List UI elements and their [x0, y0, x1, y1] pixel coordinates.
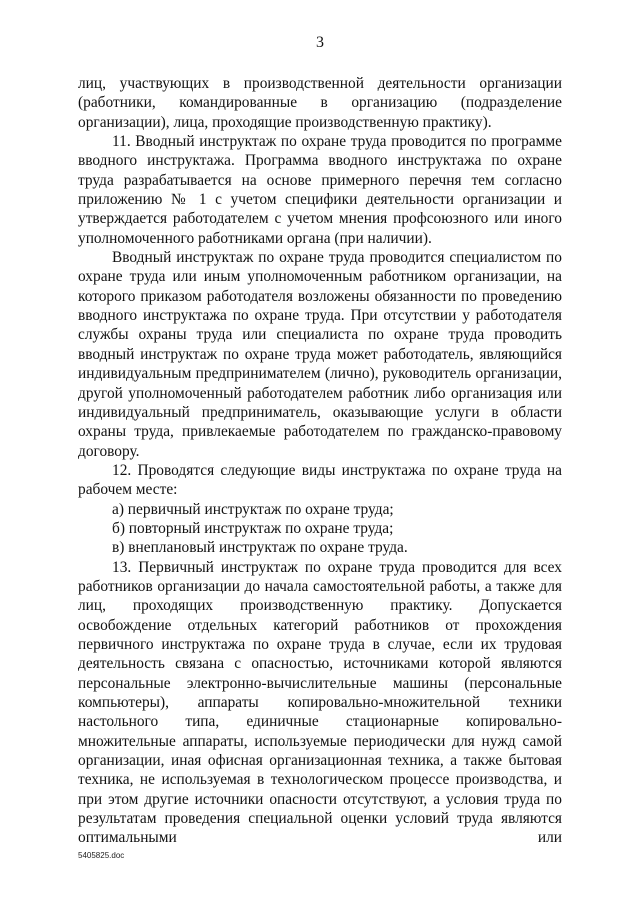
document-body — [78, 74, 562, 848]
list-item-c: в) внеплановый инструктаж по охране труда. — [112, 539, 408, 557]
list-item-b: б) повторный инструктаж по охране труда; — [112, 519, 394, 537]
footer-file-reference: 5405825.doc — [78, 851, 125, 860]
paragraph-item-12: 12. Проводятся следующие виды инструктажа по охране труда на рабочем месте: — [78, 461, 562, 499]
list-item-a: а) первичный инструктаж по охране труда; — [112, 500, 394, 518]
paragraph-continuation: лиц, участвующих в производственной деятельности организации (работники, командированные в организацию (подразделение организации), лица, проходящие производственную практику). — [78, 75, 562, 131]
paragraph-introductory-briefing: Вводный инструктаж по охране труда проводится специалистом по охране труда или иным уполномоченным работником организации, на которого приказом работодателя возложены обязанности по проведению вводного инструктажа по охране труда. При отсутствии у работодателя службы охраны труда или специалиста по охране труда проводить вводный инструктаж по охране труда может работодатель, являющийся индивидуальным предпринимателем (лично), руководитель организации, другой уполномоченный работодателем работник либо организация или индивидуальный предприниматель, оказывающие услуги в области охраны труда, привлекаемые работодателем по гражданско-правовому договору. — [78, 249, 562, 460]
page-number: 3 — [316, 34, 324, 51]
paragraph-item-11: 11. Вводный инструктаж по охране труда проводится по программе вводного инструктажа. Программа вводного инструктажа по охране труда разрабатывается на основе примерного перечня тем согласно приложению № 1 с учетом специфики деятельности организации и утверждается работодателем с учетом мнения профсоюзного или иного уполномоченного работниками органа (при наличии). — [78, 133, 562, 247]
paragraph-item-13: 13. Первичный инструктаж по охране труда проводится для всех работников организации до начала самостоятельной работы, а также для лиц, проходящих производственную практику. Допускается освобождение отдельных категорий работников от прохождения первичного инструктажа по охране труда в случае, если их трудовая деятельность связана с опасностью, источниками которой являются персональные электронно-вычислительные машины (персональные компьютеры), аппараты копировально-множительной техники настольного типа, единичные стационарные копировально-множительные аппараты, используемые периодически для нужд самой организации, иная офисная организационная техника, а также бытовая техника, не используемая в технологическом процессе производства, и при этом другие источники опасности отсутствуют, а условия труда по результатам проведения специальной оценки условий труда являются оптимальными или — [78, 558, 562, 847]
